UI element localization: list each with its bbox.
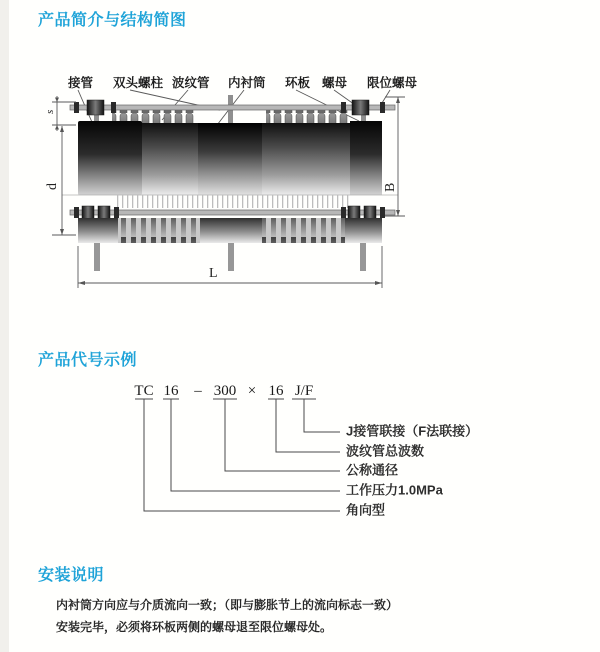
code-token-300: 300	[213, 383, 237, 399]
code-expl-connection: J接管联接（F法联接）	[346, 423, 479, 439]
code-token-jf: J/F	[294, 383, 314, 399]
diagram-part-labels	[67, 75, 418, 90]
left-end-pipe	[78, 121, 142, 195]
part-label-jieguan: 接管	[68, 76, 94, 90]
inner-liner-band	[198, 123, 262, 195]
section-title-intro: 产品简介与结构简图	[38, 12, 187, 29]
part-label-bowenguan: 波纹管	[172, 76, 210, 90]
dim-label-s: s	[44, 109, 56, 114]
structure-diagram	[30, 62, 450, 294]
dim-label-l: L	[209, 266, 218, 281]
part-label-luomu: 螺母	[322, 76, 348, 90]
right-ring-plate	[350, 121, 382, 195]
code-token-tc: TC	[134, 383, 154, 399]
code-token-x: ×	[247, 383, 257, 399]
dimension-b	[385, 97, 405, 216]
dim-label-d: d	[45, 183, 60, 190]
section-title-code: 产品代号示例	[38, 352, 138, 369]
code-explanations	[346, 423, 478, 517]
code-token-dash: –	[194, 383, 202, 399]
page-edge-strip	[0, 0, 9, 652]
code-connectors	[135, 399, 340, 511]
code-tokens	[134, 383, 313, 399]
dim-label-b: B	[383, 182, 398, 192]
code-token-16b: 16	[268, 383, 284, 399]
part-label-neichentong: 内衬筒	[228, 76, 266, 90]
code-expl-type: 角向型	[346, 502, 386, 518]
part-label-huanban: 环板	[285, 76, 311, 90]
install-instruction-line: 安装完毕，必须将环板两侧的螺母退至限位螺母处。	[56, 620, 333, 634]
code-expl-diameter: 公称通径	[346, 462, 399, 478]
lower-body-band	[78, 218, 382, 271]
part-label-xianwei: 限位螺母	[367, 76, 418, 90]
code-token-16a: 16	[163, 383, 179, 399]
code-expl-pressure: 工作压力1.0MPa	[346, 482, 443, 498]
dimension-d	[52, 126, 76, 235]
lower-convolutions	[115, 195, 350, 208]
install-instruction-line: 内衬筒方向应与介质流向一致；（即与膨胀节上的流向标志一致）	[56, 598, 399, 612]
part-label-shuangtou: 双头螺柱	[113, 76, 164, 90]
section-title-install: 安装说明	[38, 567, 105, 584]
product-code-diagram	[100, 375, 500, 525]
code-expl-waves: 波纹管总波数	[346, 443, 425, 459]
